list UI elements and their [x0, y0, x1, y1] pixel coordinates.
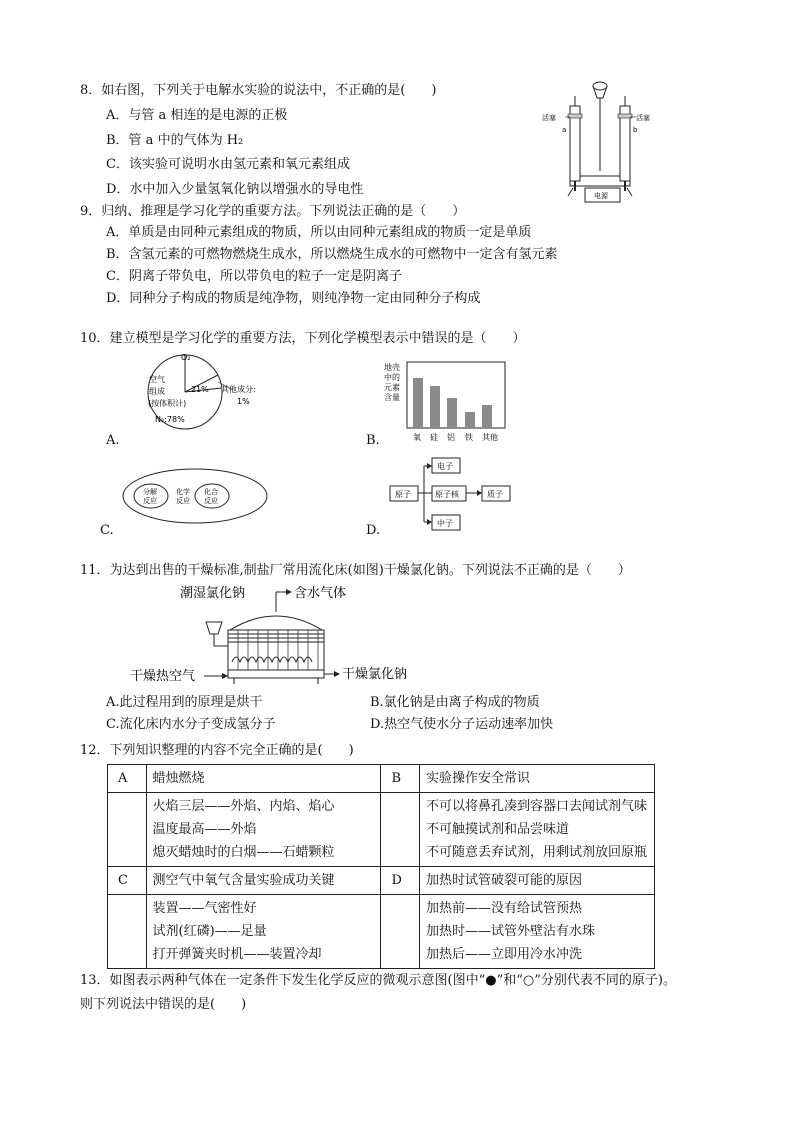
table-line: 熄灭蜡烛时的白烟——石蜡颗粒	[152, 845, 335, 860]
table-cell-letter: B	[381, 765, 420, 793]
q13-line1: 13．如图表示两种气体在一定条件下发生化学反应的微观示意图(图中“●”和“○”分别代表不同的原子)。	[80, 973, 676, 988]
table-line: 加热前——没有给试管预热	[426, 901, 583, 916]
q8-option-c: C．该实验可说明水由氢元素和氧元素组成	[106, 157, 350, 172]
q13-line2: 则下列说法中错误的是( )	[80, 997, 247, 1012]
wet-nacl-label: 潮湿氯化钠	[180, 586, 246, 601]
bar-ylabel-3: 元素	[384, 383, 400, 392]
q10-stem: 10．建立模型是学习化学的重要方法，下列化学模型表示中错误的是（ ）	[80, 331, 526, 346]
venn-right-line2: 反应	[204, 497, 218, 505]
q8-stem: 8．如右图，下列关于电解水实验的说法中，不正确的是( )	[80, 83, 437, 98]
pie-other-label: 其他成分:	[221, 385, 256, 394]
q11-stem: 11．为达到出售的干燥标准,制盐厂常用流化床(如图)干燥氯化钠。下列说法不正确的是（ ）	[80, 563, 631, 578]
tree-atom: 原子	[395, 490, 411, 499]
table-line: 不可触摸试剂和品尝味道	[426, 822, 570, 837]
table-line: 试剂(红磷)——足量	[152, 924, 267, 939]
table-cell-content	[420, 895, 655, 969]
table-line: 不可随意丢弃试剂，用剩试剂放回原瓶	[426, 845, 648, 860]
table-line: 加热后——立即用冷水冲洗	[426, 947, 583, 962]
q11-option-c: C.流化床内水分子变成氢分子	[106, 717, 276, 732]
q9-option-c: C．阴离子带负电，所以带负电的粒子一定是阴离子	[106, 269, 402, 284]
pie-other-percent: 1%	[237, 397, 250, 406]
q10-label-a: A.	[106, 433, 120, 448]
table-line: 打开弹簧夹时机——装置冷却	[152, 947, 322, 962]
pie-title-line1: 空气	[149, 375, 165, 384]
table-row	[108, 867, 655, 895]
atom-structure-tree	[388, 456, 528, 534]
tree-nucleus: 原子核	[435, 490, 459, 499]
table-line: 火焰三层——外焰、内焰、焰心	[152, 799, 335, 814]
table-line: 装置——气密性好	[152, 901, 257, 916]
bar-iron	[465, 412, 475, 428]
q10-label-d: D.	[366, 523, 381, 538]
table-row	[108, 793, 655, 867]
table-line: 加热时——试管外壁沾有水珠	[426, 924, 596, 939]
q11-option-a: A.此过程用到的原理是烘干	[106, 695, 263, 710]
table-line: 温度最高——外焰	[152, 822, 257, 837]
pie-title-line2: 组成	[149, 387, 165, 396]
pie-o2-label: O₂	[181, 353, 191, 362]
venn-right-line1: 化合	[204, 488, 218, 496]
air-composition-pie	[115, 350, 285, 432]
table-cell-heading: 加热时试管破裂可能的原因	[420, 867, 655, 895]
power-label: 电源	[594, 192, 608, 200]
tree-proton: 质子	[487, 490, 503, 499]
table-cell-heading: 实验操作安全常识	[420, 765, 655, 793]
q10-label-b: B.	[366, 433, 380, 448]
table-row	[108, 895, 655, 969]
tube-b-label: b	[633, 126, 638, 134]
bar-oxygen	[413, 378, 423, 428]
table-line: 不可以将鼻孔凑到容器口去闻试剂气味	[426, 799, 648, 814]
q9-option-b: B．含氢元素的可燃物燃烧生成水，所以燃烧生成水的可燃物中一定含有氢元素	[106, 247, 558, 262]
pie-title-line3: (按体积计)	[148, 399, 187, 408]
bar-tick-oxygen: 氧	[413, 433, 421, 442]
dry-nacl-label: 干燥氯化钠	[342, 667, 408, 682]
q8-option-a: A．与管 a 相连的是电源的正极	[106, 108, 288, 123]
venn-middle-line2: 反应	[176, 497, 190, 505]
q9-stem: 9．归纳、推理是学习化学的重要方法。下列说法正确的是（ ）	[80, 204, 466, 219]
reaction-venn-diagram	[120, 466, 270, 526]
table-cell-letter: C	[108, 867, 147, 895]
water-vapor-label: 含水气体	[294, 586, 347, 601]
q8-option-b: B．管 a 中的气体为 H₂	[106, 133, 244, 148]
table-cell-heading: 测空气中氧气含量实验成功关键	[146, 867, 381, 895]
bar-other	[482, 405, 492, 428]
table-cell-letter: D	[381, 867, 420, 895]
q11-option-d: D.热空气使水分子运动速率加快	[370, 717, 554, 732]
bar-tick-other: 其他	[482, 433, 498, 442]
bar-ylabel-1: 地壳	[384, 363, 400, 372]
tree-neutron: 中子	[437, 519, 453, 528]
pie-o2-percent: 21%	[191, 385, 209, 394]
fluidized-bed-diagram	[130, 582, 430, 690]
electrolysis-diagram	[540, 76, 670, 204]
hot-air-label: 干燥热空气	[130, 669, 196, 684]
table-cell-content	[146, 895, 381, 969]
pie-n2-label: N₂:78%	[155, 415, 185, 424]
q11-option-b: B.氯化钠是由离子构成的物质	[370, 695, 540, 710]
q9-option-a: A．单质是由同种元素组成的物质，所以由同种元素组成的物质一定是单质	[106, 225, 532, 240]
table-cell-content	[146, 793, 381, 867]
valve-left-label: 活塞	[542, 114, 556, 122]
table-row	[108, 765, 655, 793]
q12-stem: 12．下列知识整理的内容不完全正确的是( )	[80, 743, 354, 758]
tube-a-label: a	[562, 126, 567, 134]
bar-silicon	[430, 386, 440, 428]
q8-option-d: D．水中加入少量氢氧化钠以增强水的导电性	[106, 182, 364, 197]
table-cell-content	[420, 793, 655, 867]
q9-option-d: D．同种分子构成的物质是纯净物，则纯净物一定由同种分子构成	[106, 291, 481, 306]
bar-ylabel-4: 含量	[384, 393, 400, 402]
bar-tick-silicon: 硅	[430, 433, 438, 442]
venn-left-line2: 反应	[143, 497, 157, 505]
bar-aluminum	[447, 398, 457, 428]
knowledge-table	[107, 764, 655, 969]
venn-middle-line1: 化学	[176, 488, 190, 496]
crust-elements-bar-chart	[382, 360, 512, 446]
bar-ylabel-2: 中的	[384, 373, 400, 382]
table-cell-letter: A	[108, 765, 147, 793]
q10-label-c: C.	[100, 523, 114, 538]
table-cell-heading: 蜡烛燃烧	[146, 765, 381, 793]
bar-tick-aluminum: 铝	[447, 433, 455, 442]
tree-electron: 电子	[437, 462, 453, 471]
valve-right-label: 活塞	[636, 114, 650, 122]
bar-tick-iron: 铁	[465, 433, 473, 442]
venn-left-line1: 分解	[143, 488, 157, 496]
